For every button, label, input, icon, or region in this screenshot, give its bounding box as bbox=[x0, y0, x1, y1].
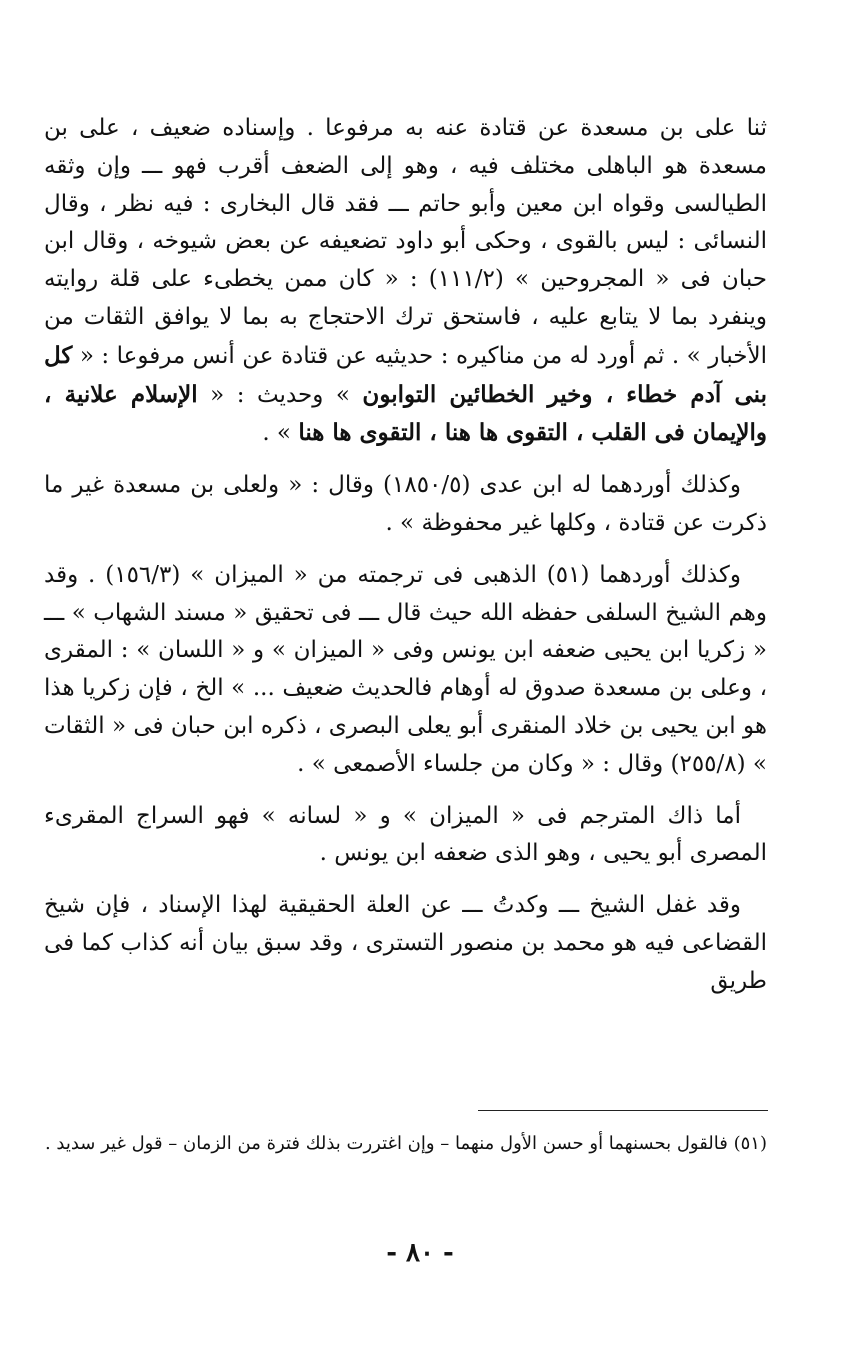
paragraph-p3 bbox=[44, 557, 767, 784]
paragraph-p1 bbox=[44, 110, 767, 453]
main-text-body bbox=[44, 110, 767, 1015]
footnote-separator bbox=[478, 1110, 768, 1111]
paragraph-text: » . bbox=[262, 420, 299, 447]
paragraph-text: وقد غفل الشيخ ـــ وكدتُ ـــ عن العلة الحقيقية لهذا الإسناد ، فإن شيخ القضاعى فيه هو محمد بن منصور التسترى ، وقد سبق بيان أنه كذاب كما فى طريق bbox=[44, 892, 767, 994]
footnote: (٥١) فالقول بحسنهما أو حسن الأول منهما – وإن اغتررت بذلك فترة من الزمان – قول غير سديد . bbox=[44, 1133, 767, 1154]
paragraph-text: وكذلك أوردهما (٥١) الذهبى فى ترجمته من « الميزان » (١٥٦/٣) . وقد وهم الشيخ السلفى حفظه الله حيث قال ـــ فى تحقيق « مسند الشهاب » ـــ « زكريا ابن يحيى ضعفه ابن يونس وفى « الميزان » و « اللسان » : المقرى ، وعلى بن مسعدة صدوق له أوهام فالحديث ضعيف ... » الخ ، فإن زكريا هذا هو ابن يحيى بن خلاد المنقرى أبو يعلى البصرى ، ذكره ابن حبان فى « الثقات » (٢٥٥/٨) وقال : « وكان من جلساء الأصمعى » . bbox=[44, 561, 767, 777]
page-number: - ٨٠ - bbox=[386, 1238, 454, 1268]
paragraph-text: ثنا على بن مسعدة عن قتادة عنه به مرفوعا . وإسناده ضعيف ، على بن مسعدة هو الباهلى مختلف فيه ، وهو إلى الضعف أقرب فهو ـــ وإن وثقه الطيالسى وقواه ابن معين وأبو حاتم ـــ فقد قال البخارى : فيه نظر ، وقال النسائى : ليس بالقوى ، وحكى أبو داود تضعيفه عن بعض شيوخه ، وقال ابن حبان فى « المجروحين » (١١١/٢) : « كان ممن يخطىء على قلة روايته وينفرد بما لا يتابع عليه ، فاستحق ترك الاحتجاج به بما لا يوافق الثقات من الأخبار » . ثم أورد له من مناكيره : حديثيه عن قتادة عن أنس مرفوعا : « bbox=[44, 115, 767, 369]
paragraph-text: » وحديث : « bbox=[197, 381, 363, 408]
paragraph-p4 bbox=[44, 798, 767, 874]
bold-hadith-text: كل بنى آدم خطاء ، وخير الخطائين التوابون bbox=[44, 341, 767, 408]
paragraph-p5 bbox=[44, 887, 767, 1000]
paragraph-p2 bbox=[44, 467, 767, 543]
paragraph-text: أما ذاك المترجم فى « الميزان » و « لسانه » فهو السراج المقرىء المصرى أبو يحيى ، وهو الذى ضعفه ابن يونس . bbox=[44, 802, 767, 867]
bold-hadith-text: الإسلام علانية ، والإيمان فى القلب ، التقوى ها هنا ، التقوى ها هنا bbox=[44, 380, 767, 447]
paragraph-text: وكذلك أوردهما له ابن عدى (١٨٥٠/٥) وقال : « ولعلى بن مسعدة غير ما ذكرت عن قتادة ، وكلها غير محفوظة » . bbox=[44, 472, 767, 536]
